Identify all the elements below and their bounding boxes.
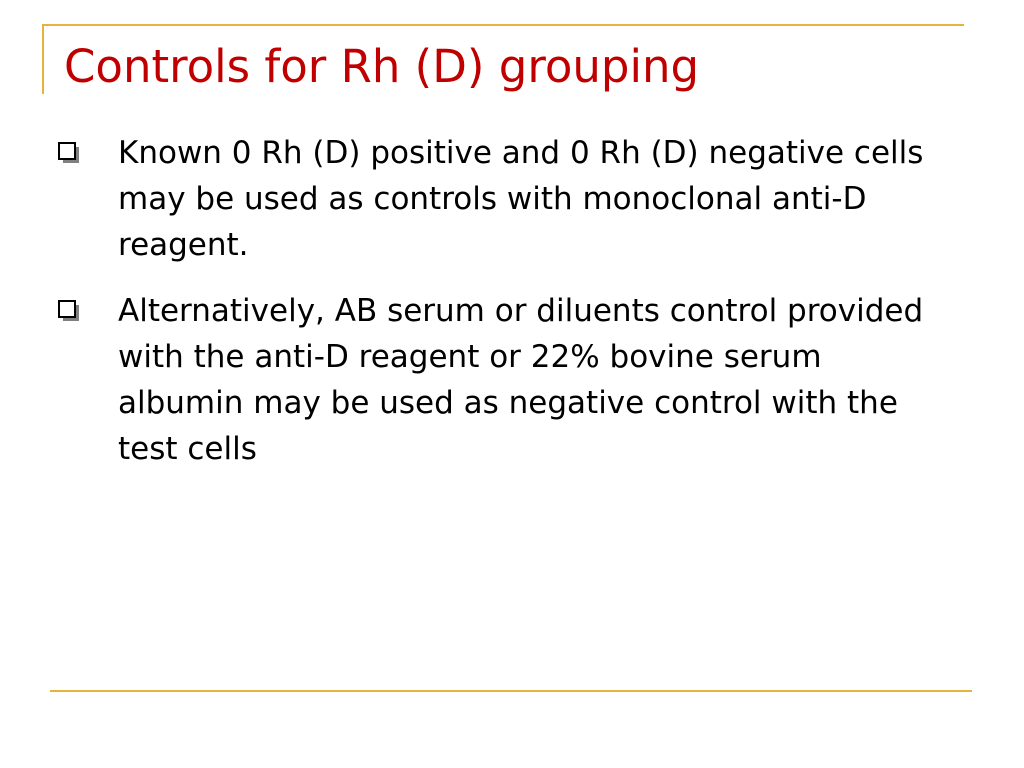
checkbox-bullet-icon	[58, 142, 80, 164]
checkbox-bullet-icon	[58, 300, 80, 322]
bottom-decorative-rule	[50, 690, 972, 692]
bullet-text: Known 0 Rh (D) positive and 0 Rh (D) negative cells may be used as controls with monoclonal anti-D reagent.	[118, 135, 924, 263]
left-decorative-rule	[42, 24, 44, 94]
slide-title: Controls for Rh (D) grouping	[64, 40, 700, 93]
bullet-item	[52, 288, 932, 472]
bullet-text: Alternatively, AB serum or diluents control provided with the anti-D reagent or 22% bovine serum albumin may be used as negative control with the test cells	[118, 293, 924, 467]
top-decorative-rule	[42, 24, 964, 26]
bullet-list	[52, 130, 932, 492]
bullet-item	[52, 130, 932, 268]
